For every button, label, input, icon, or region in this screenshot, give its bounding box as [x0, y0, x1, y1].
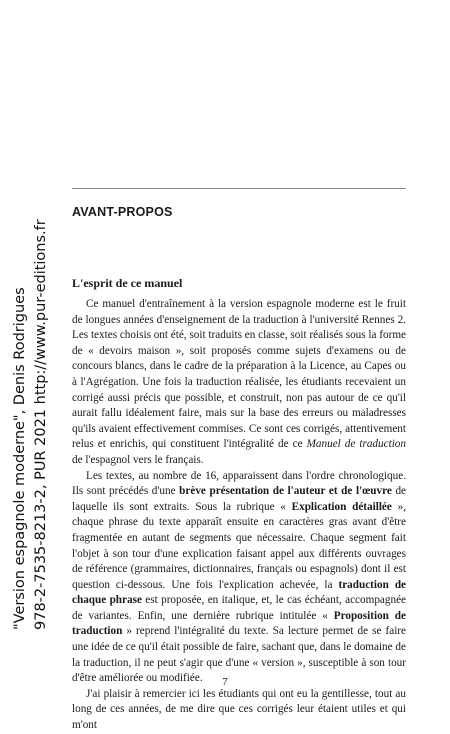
body-text: [72, 297, 406, 734]
sidebar-title-line: "Version espagnole moderne", Denis Rodrigues: [12, 287, 28, 630]
paragraph-1-italic: Manuel de traduction: [306, 438, 406, 451]
section-title: L'esprit de ce manuel: [72, 276, 183, 290]
chapter-title: AVANT-PROPOS: [72, 205, 173, 219]
chapter-rule: [72, 188, 406, 189]
paragraph-2-bold-2: Explication détaillée: [291, 500, 392, 513]
paragraph-3: J'ai plaisir à remercier ici les étudiants qui ont eu la gentillesse, tout au long de ces années, de me dire que ces corrigés leur étaient utiles et qui m'ont: [72, 687, 406, 732]
copyright-sidebar: [10, 219, 52, 630]
page-number: 7: [222, 676, 228, 688]
paragraph-1-end: de l'espagnol vers le français.: [72, 453, 204, 466]
paragraph-2: [72, 469, 406, 687]
paragraph-2-part-c: », chaque phrase du texte apparaît ensuite en caractères gras avant d'être fragmentée en autant de segments que nécessaire. Chaque segment fait l'objet à son tour d'une explication faisant appel aux différents ouvrages de référence (grammaires, dictionnaires, français ou espagnols) dont il est question ci-dessous. Une fois l'explication achevée, la: [72, 500, 407, 591]
paragraph-2-bold-1: brève présentation de l'auteur et de l'œuvre: [179, 485, 392, 498]
paragraph-2-part-b: de laquelle ils sont extraits. Sous la rubrique «: [72, 485, 406, 513]
paragraph-1-text: Ce manuel d'entraînement à la version espagnole moderne est le fruit de longues années d'enseignement de la traduction à l'université Rennes 2. Les textes choisis ont été, soit traduits en classe, soit réalisés sous la forme de « devoirs maison », soit proposés comme sujets d'examens ou de concours blancs, dans le cadre de la préparation à la Licence, au Capes ou à l'Agrégation. Une fois la traduction réalisée, les étudiants recevaient un corrigé aussi précis que possible, et construit, non pas autour de ce qu'il aurait fallu idéalement faire, mais sur la base des erreurs ou maladresses qu'ils avaient effectivement commises. Ce sont ces corrigés, attentivement relus et enrichis, qui constituent l'intégralité de ce: [72, 298, 406, 451]
paragraph-2-part-d: est proposée, en italique, et, le cas échéant, accompagnée de variantes. Enfin, une dernière rubrique intitulée «: [72, 594, 406, 622]
paragraph-2-part-a: Les textes, au nombre de 16, apparaissent dans l'ordre chronologique. Ils sont précédés d'une: [72, 469, 406, 498]
paragraph-2-bold-4: Proposition de traduction: [72, 609, 406, 638]
paragraph-2-bold-3: traduction de chaque phrase: [72, 578, 407, 607]
paragraph-2-part-e: » reprend l'intégralité du texte. Sa lecture permet de se faire une idée de ce qu'il était possible de faire, sachant que, dans le domaine de la traduction, il ne peut s'agir que d'une « version », susceptible à son tour d'être améliorée ou modifiée.: [72, 625, 406, 685]
paragraph-1: [72, 297, 406, 469]
sidebar-isbn-line: 978-2-7535-8213-2, PUR 2021 http://www.pur-editions.fr: [33, 219, 49, 630]
